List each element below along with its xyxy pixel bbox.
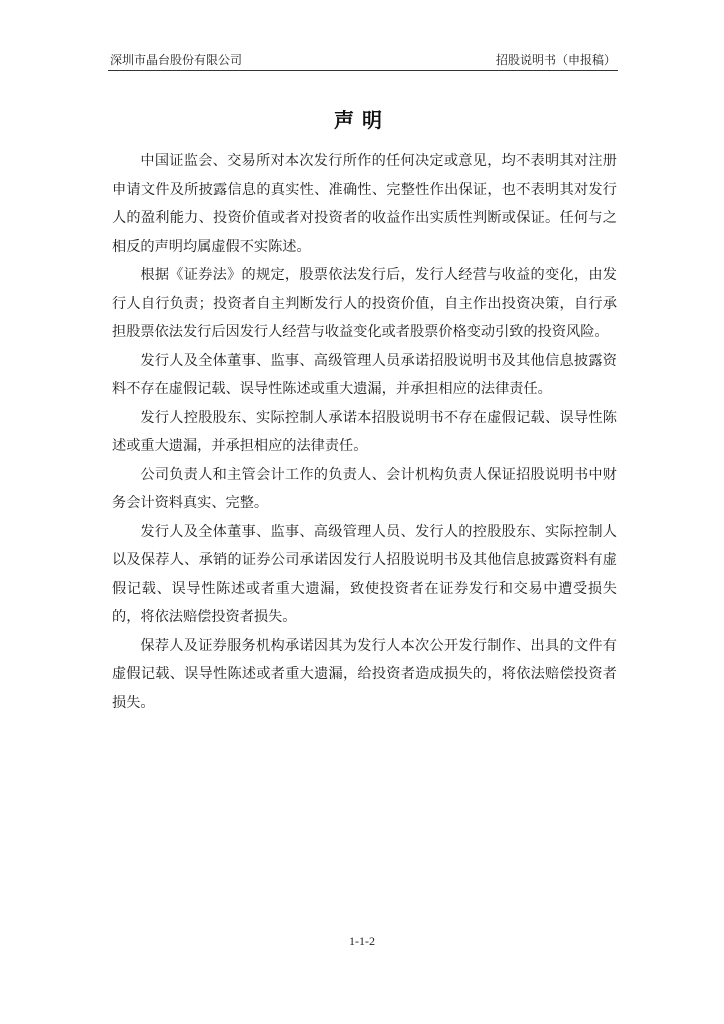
paragraph-7: 保荐人及证券服务机构承诺因其为发行人本次公开发行制作、出具的文件有虚假记载、误导性陈述或者重大遗漏，给投资者造成损失的，将依法赔偿投资者损失。 [112, 637, 617, 711]
statement-body [112, 147, 617, 717]
paragraph-5: 公司负责人和主管会计工作的负责人、会计机构负责人保证招股说明书中财务会计资料真实、完整。 [112, 466, 617, 511]
header-company-name: 深圳市晶台股份有限公司 [110, 53, 243, 67]
page-title: 声明 [334, 108, 390, 132]
header-document-title: 招股说明书（申报稿） [495, 53, 616, 67]
header-divider [108, 70, 618, 71]
page-number: 1-1-2 [349, 934, 375, 948]
paragraph-6: 发行人及全体董事、监事、高级管理人员、发行人的控股股东、实际控制人以及保荐人、承销的证券公司承诺因发行人招股说明书及其他信息披露资料有虚假记载、误导性陈述或者重大遗漏，致使投资者在证券发行和交易中遭受损失的，将依法赔偿投资者损失。 [112, 523, 617, 625]
paragraph-3: 发行人及全体董事、监事、高级管理人员承诺招股说明书及其他信息披露资料不存在虚假记载、误导性陈述或重大遗漏，并承担相应的法律责任。 [112, 352, 617, 397]
paragraph-4: 发行人控股股东、实际控制人承诺本招股说明书不存在虚假记载、误导性陈述或重大遗漏，并承担相应的法律责任。 [112, 409, 617, 454]
page-header [108, 50, 618, 70]
paragraph-1: 中国证监会、交易所对本次发行所作的任何决定或意见，均不表明其对注册申请文件及所披露信息的真实性、准确性、完整性作出保证，也不表明其对发行人的盈利能力、投资价值或者对投资者的收益作出实质性判断或保证。任何与之相反的声明均属虚假不实陈述。 [112, 153, 617, 255]
paragraph-2: 根据《证券法》的规定，股票依法发行后，发行人经营与收益的变化，由发行人自行负责；投资者自主判断发行人的投资价值，自主作出投资决策，自行承担股票依法发行后因发行人经营与收益变化或者股票价格变动引致的投资风险。 [112, 267, 617, 340]
